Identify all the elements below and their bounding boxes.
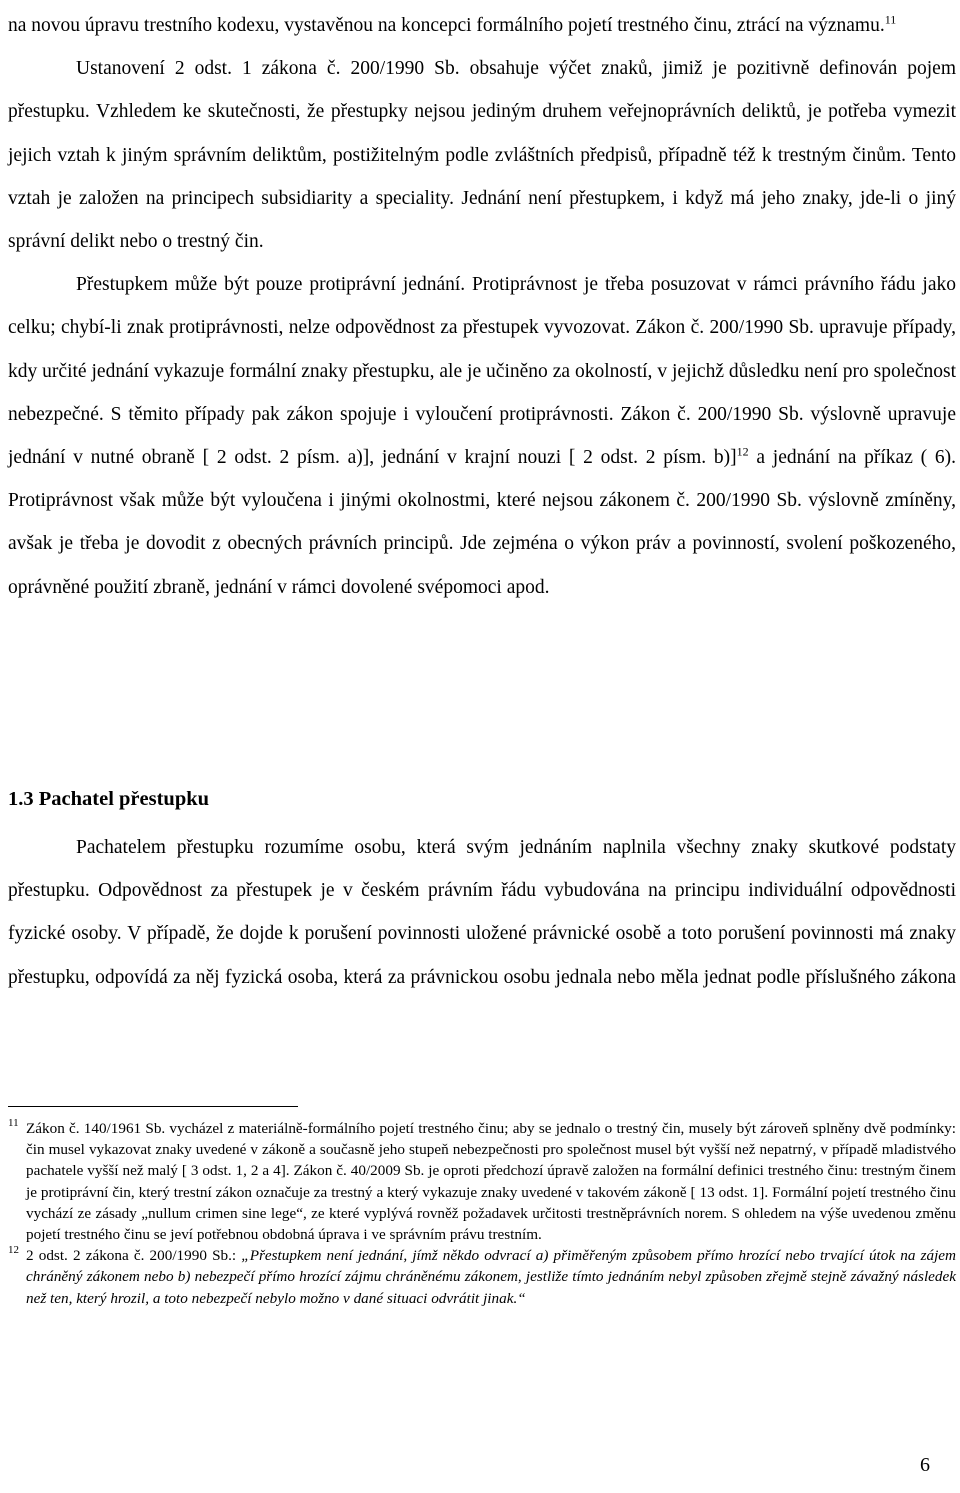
section-heading: 1.3 Pachatel přestupku — [8, 788, 210, 810]
section-body — [8, 826, 956, 999]
footnote-quote: „Přestupkem není jednání, jímž někdo odvrací a) přiměřeným způsobem přímo hrozící nebo trvající útok na zájem chráněný zákonem nebo b) nebezpečí přímo hrozící zájmu chráněnému zákonem, jestliže tímto jednáním nebyl způsoben zřejmě stejně závažný následek než ten, který hrozil, a toto nebezpečí nebylo možno v dané situaci odvrátit jinak.“ — [26, 1247, 956, 1307]
footnote-number: 12 — [8, 1244, 19, 1257]
footnote-number: 11 — [8, 1117, 19, 1129]
paragraph-unlawfulness — [8, 263, 956, 609]
body-text — [8, 4, 956, 609]
footnote-11 — [8, 1118, 956, 1245]
footnote-ref-12: 12 — [736, 444, 749, 459]
footnotes — [8, 1118, 956, 1309]
footnote-text: Zákon č. 140/1961 Sb. vycházel z materiálně-formálního pojetí trestného činu; aby se jednalo o trestný čin, musely být zároveň splněny dvě podmínky: čin musel vykazovat znaky uvedené v zákoně a současně jeho stupeň nebezpečnosti pro společnost musel být vyšší než nepatrný, v případě mladistvého pachatele vyšší než malý [ 3 odst. 1, 2 a 4]. Zákon č. 40/2009 Sb. je oproti předchozí úpravě založen na formální definici trestného činu: trestným činem je protiprávní čin, který trestní zákon označuje za trestný a který vykazuje znaky uvedené v takovém zákoně [ 13 odst. 1]. Formální pojetí trestného činu vychází ze zásady „nullum crimen sine lege“, ze které vyplývá rovněž požadavek určitosti trestněprávních norem. S ohledem na výše uvedenou změnu pojetí trestného činu se jeví potřebnou obdobná úprava i ve správním právu trestním. — [26, 1120, 956, 1244]
footnote-separator — [8, 1106, 298, 1107]
paragraph-perpetrator: Pachatelem přestupku rozumíme osobu, která svým jednáním naplnila všechny znaky skutkové podstaty přestupku. Odpovědnost za přestupek je v českém právním řádu vybudována na principu individuální odpovědnosti fyzické osoby. V případě, že dojde k porušení povinnosti uložené právnické osobě a toto porušení povinnosti má znaky přestupku, odpovídá za něj fyzická osoba, která za právnickou osobu jednala nebo měla jednat podle příslušného zákona — [8, 837, 956, 988]
paragraph-definition: Ustanovení 2 odst. 1 zákona č. 200/1990 Sb. obsahuje výčet znaků, jimiž je pozitivně definován pojem přestupku. Vzhledem ke skutečnosti, že přestupky nejsou jediným druhem veřejnoprávních deliktů, je potřeba vymezit jejich vztah k jiným správním deliktům, postižitelným podle zvláštních předpisů, případně též k trestným činům. Tento vztah je založen na principech subsidiarity a speciality. Jednání není přestupkem, i když má jeho znaky, jde-li o jiný správní delikt nebo o trestný čin. — [8, 58, 956, 253]
page-number: 6 — [920, 1454, 930, 1476]
paragraph-text-b: a jednání na příkaz ( 6). Protiprávnost však může být vyloučena i jinými okolnostmi, které nejsou zákonem č. 200/1990 Sb. výslovně zmíněny, avšak je třeba je dovodit z obecných právních principů. Jde zejména o výkon práv a povinností, svolení poškozeného, oprávněné použití zbraně, jednání v rámci dovolené svépomoci apod. — [8, 447, 957, 598]
footnote-ref-11: 11 — [884, 12, 897, 27]
footnote-12 — [8, 1245, 956, 1309]
paragraph-continuation — [8, 4, 956, 47]
footnote-lead: 2 odst. 2 zákona č. 200/1990 Sb.: — [26, 1247, 242, 1265]
paragraph-text-a: Přestupkem může být pouze protiprávní jednání. Protiprávnost je třeba posuzovat v rámci právního řádu jako celku; chybí-li znak protiprávnosti, nelze odpovědnost za přestupek vyvozovat. Zákon č. 200/1990 Sb. upravuje případy, kdy určité jednání vykazuje formální znaky přestupku, ale je učiněno za okolností, v jejichž důsledku není pro společnost nebezpečné. S těmito případy pak zákon spojuje i vyloučení protiprávnosti. Zákon č. 200/1990 Sb. výslovně upravuje jednání v nutné obraně [ 2 odst. 2 písm. a)], jednání v krajní nouzi [ 2 odst. 2 písm. b)] — [8, 274, 956, 469]
paragraph-text: na novou úpravu trestního kodexu, vystavěnou na koncepci formálního pojetí trestného činu, ztrácí na významu. — [8, 15, 885, 36]
